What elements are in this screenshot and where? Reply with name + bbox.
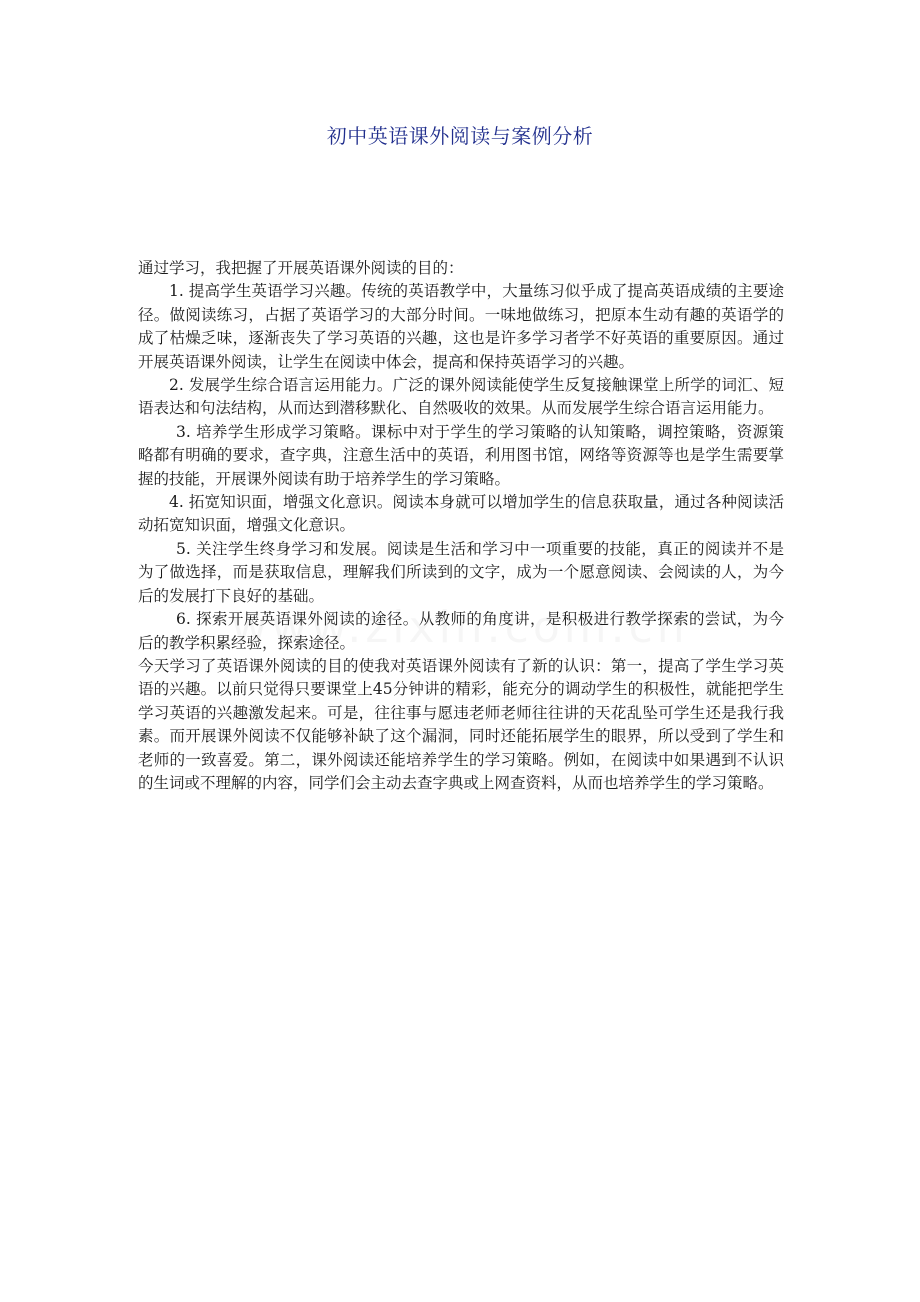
reflection-paragraph: 今天学习了英语课外阅读的目的使我对英语课外阅读有了新的认识：第一，提高了学生学习英语的兴趣。以前只觉得只要课堂上45分钟讲的精彩，能充分的调动学生的积极性，就能把学生学习英语的兴趣激发起来。可是，往往事与愿违老师老师往往讲的天花乱坠可学生还是我行我素。而开展课外阅读不仅能够补缺了这个漏洞，同时还能拓展学生的眼界，所以受到了学生和老师的一致喜爱。第二，课外阅读还能培养学生的学习策略。例如，在阅读中如果遇到不认识的生词或不理解的内容，同学们会主动去查字典或上网查资料，从而也培养学生的学习策略。 [138,656,784,792]
document-body [138,257,784,795]
intro-paragraph: 通过学习，我把握了开展英语课外阅读的目的： [138,259,464,277]
paragraph-item-6: 6. 探索开展英语课外阅读的途径。从教师的角度讲，是积极进行教学探索的尝试，为今后的教学积累经验，探索途径。 [138,610,784,652]
paragraph-item-4: 4. 拓宽知识面，增强文化意识。阅读本身就可以增加学生的信息获取量，通过各种阅读活动拓宽知识面，增强文化意识。 [138,493,784,535]
paragraph-item-3: 3. 培养学生形成学习策略。课标中对于学生的学习策略的认知策略，调控策略，资源策略都有明确的要求，查字典，注意生活中的英语，利用图书馆，网络等资源等也是学生需要掌握的技能，开展课外阅读有助于培养学生的学习策略。 [138,422,784,488]
paragraph-item-1: 1. 提高学生英语学习兴趣。传统的英语教学中，大量练习似乎成了提高英语成绩的主要途径。做阅读练习，占据了英语学习的大部分时间。一味地做练习，把原本生动有趣的英语学的成了枯燥乏味，逐渐丧失了学习英语的兴趣，这也是许多学习者学不好英语的重要原因。通过开展英语课外阅读，让学生在阅读中体会，提高和保持英语学习的兴趣。 [138,282,784,371]
paragraph-item-5: 5. 关注学生终身学习和发展。阅读是生活和学习中一项重要的技能，真正的阅读并不是为了做选择，而是获取信息，理解我们所读到的文字，成为一个愿意阅读、会阅读的人，为今后的发展打下良好的基础。 [138,539,784,605]
paragraph-item-2: 2. 发展学生综合语言运用能力。广泛的课外阅读能使学生反复接触课堂上所学的词汇、短语表达和句法结构，从而达到潜移默化、自然吸收的效果。从而发展学生综合语言运用能力。 [138,376,784,418]
document-title: 初中英语课外阅读与案例分析 [326,124,594,148]
